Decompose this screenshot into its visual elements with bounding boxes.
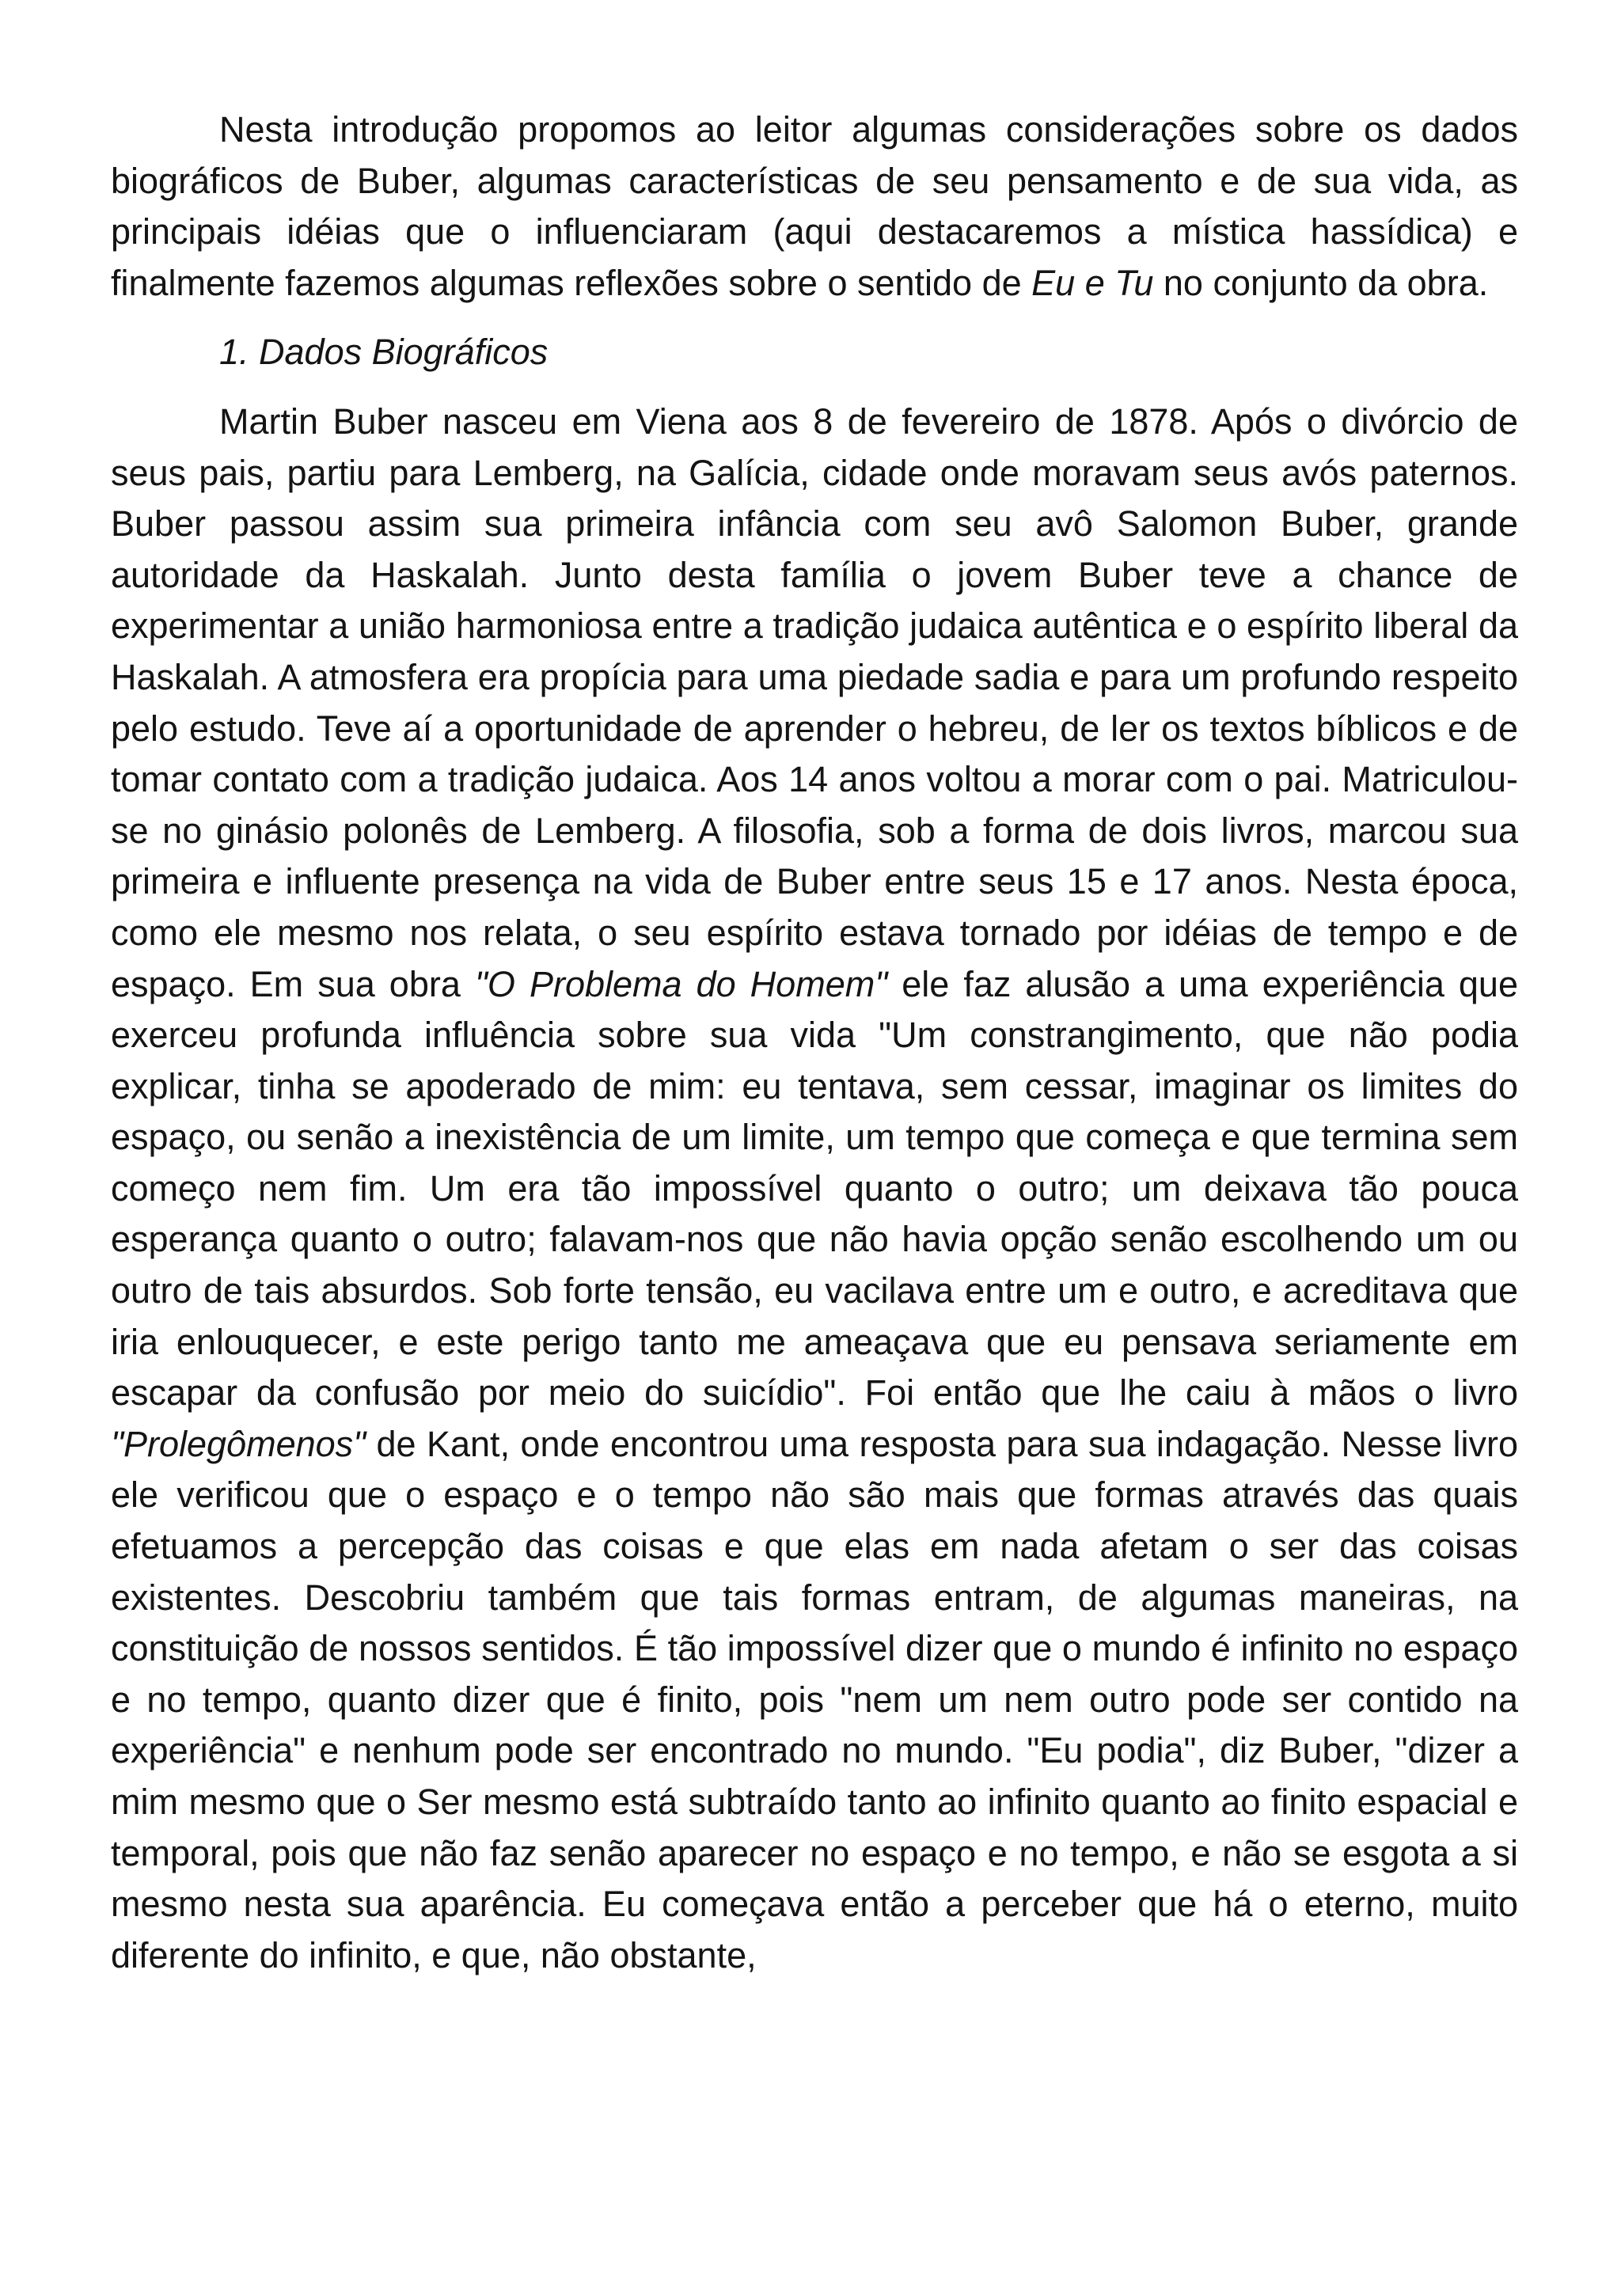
biography-text-end: de Kant, onde encontrou uma resposta para sua indagação. Nesse livro ele verificou que o espaço e o tempo não são mais que formas através das quais efetuamos a percepção das coisas e que elas em nada afetam o ser das coisas existentes. Descobriu também que tais formas entram, de algumas maneiras, na constituição de nossos sentidos. É tão impossível dizer que o mundo é infinito no espaço e no tempo, quanto dizer que é finito, pois "nem um nem outro pode ser contido na experiência" e nenhum pode ser encontrado no mundo. "Eu podia", diz Buber, "dizer a mim mesmo que o Ser mesmo está subtraído tanto ao infinito quanto ao finito espacial e temporal, pois que não faz senão aparecer no espaço e no tempo, e não se esgota a si mesmo nesta sua aparência. Eu começava então a perceber que há o eterno, muito diferente do infinito, e que, não obstante, bbox=[111, 1423, 1518, 1975]
document-page bbox=[111, 104, 1518, 1981]
biography-text: Martin Buber nasceu em Viena aos 8 de fevereiro de 1878. Após o divórcio de seus pais, partiu para Lemberg, na Galícia, cidade onde moravam seus avós paternos. Buber passou assim sua primeira infância com seu avô Salomon Buber, grande autoridade da Haskalah. Junto desta família o jovem Buber teve a chance de experimentar a união harmoniosa entre a tradição judaica autêntica e o espírito liberal da Haskalah. A atmosfera era propícia para uma piedade sadia e para um profundo respeito pelo estudo. Teve aí a oportunidade de aprender o hebreu, de ler os textos bíblicos e de tomar contato com a tradição judaica. Aos 14 anos voltou a morar com o pai. Matriculou-se no ginásio polonês de Lemberg. A filosofia, sob a forma de dois livros, marcou sua primeira e influente presença na vida de Buber entre seus 15 e 17 anos. Nesta época, como ele mesmo nos relata, o seu espírito estava tornado por idéias de tempo e de espaço. Em sua obra bbox=[111, 400, 1518, 1004]
intro-paragraph bbox=[111, 104, 1518, 309]
work-title-problema-do-homem: "O Problema do Homem" bbox=[474, 963, 888, 1004]
intro-text: Nesta introdução propomos ao leitor algumas considerações sobre os dados biográficos de Buber, algumas características de seu pensamento e de sua vida, as principais idéias que o influenciaram (aqui destacaremos a mística hassídica) e finalmente fazemos algumas reflexões sobre o sentido de bbox=[111, 109, 1518, 303]
section-heading bbox=[111, 327, 1518, 378]
work-title-prolegomenos: "Prolegômenos" bbox=[111, 1423, 366, 1464]
intro-text-end: no conjunto da obra. bbox=[1153, 262, 1489, 303]
section-heading-text: 1. Dados Biográficos bbox=[219, 332, 549, 373]
biography-text: ele faz alusão a uma experiência que exerceu profunda influência sobre sua vida "Um constrangimento, que não podia explicar, tinha se apoderado de mim: eu tentava, sem cessar, imaginar os limites do espaço, ou senão a inexistência de um limite, um tempo que começa e que termina sem começo nem fim. Um era tão impossível quanto o outro; um deixava tão pouca esperança quanto o outro; falavam-nos que não havia opção senão escolhendo um ou outro de tais absurdos. Sob forte tensão, eu vacilava entre um e outro, e acreditava que iria enlouquecer, e este perigo tanto me ameaçava que eu pensava seriamente em escapar da confusão por meio do suicídio". Foi então que lhe caiu à mãos o livro bbox=[111, 963, 1518, 1414]
work-title-eu-e-tu: Eu e Tu bbox=[1031, 262, 1154, 303]
biography-paragraph bbox=[111, 397, 1518, 1981]
